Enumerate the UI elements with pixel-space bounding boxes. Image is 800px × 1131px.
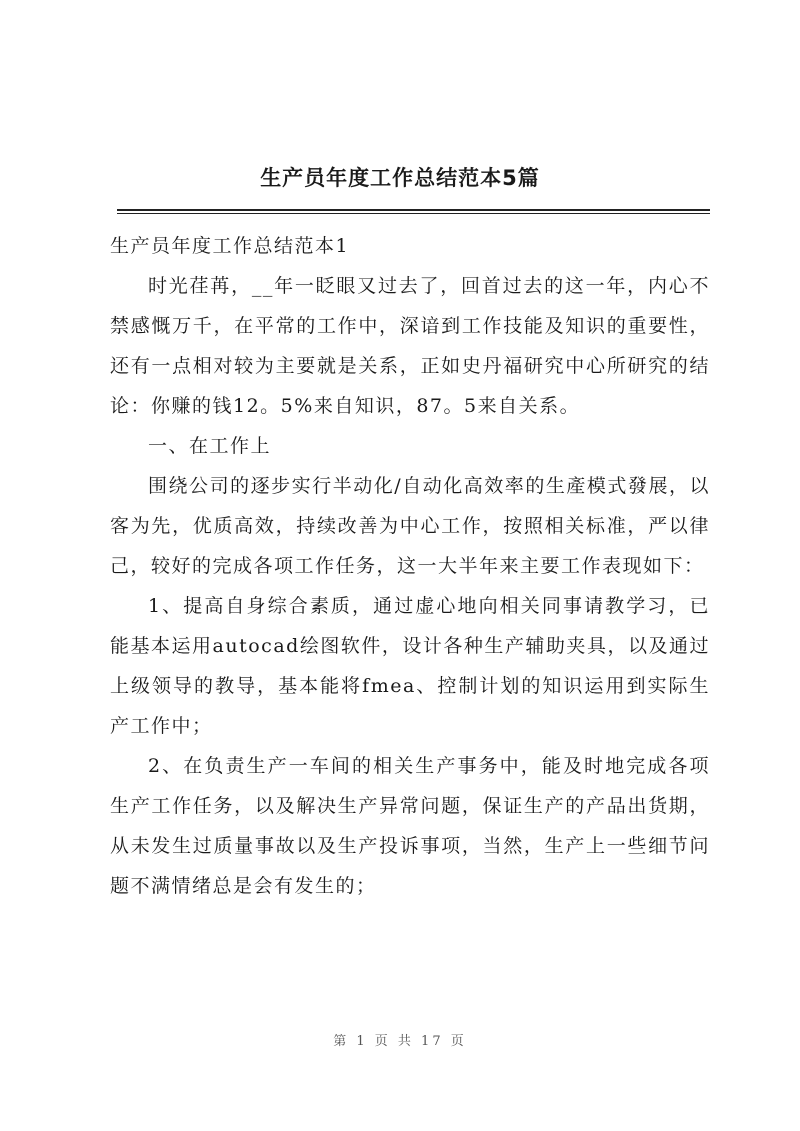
- document-body: [110, 226, 710, 906]
- subsection-heading: 一、在工作上: [148, 435, 272, 457]
- title-divider: [117, 209, 710, 214]
- paragraph: 1、提高自身综合素质，通过虚心地向相关同事请教学习，已能基本运用autocad绘图软件，设计各种生产辅助夹具，以及通过上级领导的教导，基本能将fmea、控制计划的知识运用到实际生产工作中；: [110, 595, 710, 737]
- paragraph: 围绕公司的逐步实行半动化/自动化高效率的生產模式發展，以客为先，优质高效，持续改善为中心工作，按照相关标准，严以律己，较好的完成各项工作任务，这一大半年来主要工作表现如下：: [110, 475, 710, 577]
- section-heading: 生产员年度工作总结范本1: [110, 235, 350, 257]
- page-number: 第 1 页 共 17 页: [333, 1034, 467, 1049]
- document-title: 生产员年度工作总结范本5篇: [260, 166, 540, 190]
- paragraph: 时光荏苒，__年一眨眼又过去了，回首过去的这一年，内心不禁感慨万千，在平常的工作中，深谙到工作技能及知识的重要性，还有一点相对较为主要就是关系，正如史丹福研究中心所研究的结论：你赚的钱12。5%来自知识，87。5来自关系。: [110, 275, 710, 417]
- paragraph: 2、在负责生产一车间的相关生产事务中，能及时地完成各项生产工作任务，以及解决生产异常问题，保证生产的产品出货期，从未发生过质量事故以及生产投诉事项，当然，生产上一些细节问题不满情绪总是会有发生的；: [110, 755, 710, 897]
- page-footer: [0, 1030, 800, 1049]
